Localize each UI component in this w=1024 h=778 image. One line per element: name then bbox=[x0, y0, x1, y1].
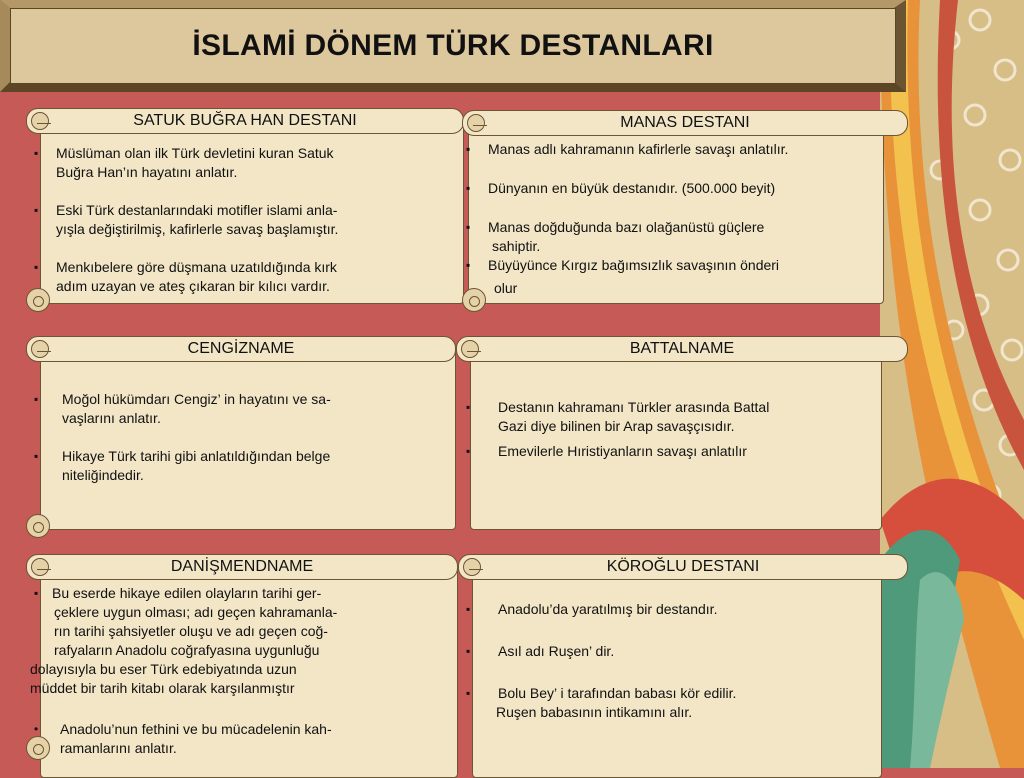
scroll-curl-icon bbox=[31, 340, 49, 358]
panel-cengizname bbox=[26, 336, 456, 540]
list-item bbox=[462, 179, 900, 198]
scroll-curl-icon bbox=[31, 558, 49, 576]
scroll-curl-icon bbox=[463, 558, 481, 576]
scroll-curl-icon bbox=[461, 340, 479, 358]
panel-heading: MANAS DESTANI bbox=[620, 114, 750, 131]
panel-satuk-bugra-han bbox=[26, 108, 464, 314]
bullet-icon: ▪ bbox=[34, 203, 39, 217]
bullet-icon: ▪ bbox=[466, 686, 471, 700]
list-item bbox=[462, 140, 900, 159]
list-item bbox=[30, 447, 448, 485]
item-line: Anadolu’da yaratılmış bir destandır. bbox=[498, 601, 718, 617]
panel-manas bbox=[462, 110, 908, 314]
panel-header bbox=[458, 554, 908, 580]
list-item bbox=[462, 398, 900, 436]
page-title: İSLAMİ DÖNEM TÜRK DESTANLARI bbox=[192, 29, 714, 62]
item-line: Manas doğduğunda bazı olağanüstü güçlere bbox=[488, 219, 765, 235]
bullet-icon: ▪ bbox=[34, 586, 39, 600]
bullet-icon: ▪ bbox=[466, 258, 471, 272]
bullet-icon: ▪ bbox=[466, 400, 471, 414]
panel-heading: CENGİZNAME bbox=[187, 340, 295, 357]
item-line: Moğol hükümdarı Cengiz’ in hayatını ve sa- bbox=[62, 391, 331, 407]
item-line: adım uzayan ve ateş çıkaran bir kılıcı vardır. bbox=[56, 278, 330, 294]
bullet-icon: ▪ bbox=[34, 260, 39, 274]
item-line: niteliğindedir. bbox=[62, 467, 144, 483]
list-item bbox=[462, 256, 900, 298]
item-line: ramanlarını anlatır. bbox=[60, 740, 177, 756]
list-item bbox=[462, 600, 900, 619]
panel-items bbox=[462, 600, 900, 722]
item-line: müddet bir tarih kitabı olarak karşılanmıştır bbox=[30, 680, 295, 696]
list-item bbox=[30, 584, 450, 660]
panel-items bbox=[30, 584, 450, 758]
list-item bbox=[30, 390, 448, 428]
item-line: rafyaların Anadolu coğrafyasına uygunluğu bbox=[54, 642, 320, 658]
panel-items bbox=[30, 390, 448, 485]
scroll-curl-icon bbox=[31, 112, 49, 130]
bullet-icon: ▪ bbox=[466, 444, 471, 458]
item-line: çeklere uygun olması; adı geçen kahramanla- bbox=[54, 604, 338, 620]
item-line: Müslüman olan ilk Türk devletini kuran Satuk bbox=[56, 145, 334, 161]
item-line: Hikaye Türk tarihi gibi anlatıldığından belge bbox=[62, 448, 331, 464]
panel-items bbox=[462, 140, 900, 298]
title-banner bbox=[0, 0, 906, 92]
bullet-icon: ▪ bbox=[466, 602, 471, 616]
item-line: Gazi diye bilinen bir Arap savaşçısıdır. bbox=[498, 418, 735, 434]
bullet-icon: ▪ bbox=[466, 220, 471, 234]
item-line: Anadolu’nun fethini ve bu mücadelenin kah- bbox=[60, 721, 332, 737]
item-line: Menkıbelere göre düşmana uzatıldığında kırk bbox=[56, 259, 337, 275]
item-line: Asıl adı Ruşen’ dir. bbox=[498, 643, 615, 659]
bullet-icon: ▪ bbox=[466, 142, 471, 156]
panel-header bbox=[26, 554, 458, 580]
panel-heading: BATTALNAME bbox=[629, 340, 735, 357]
item-line: Buğra Han’ın hayatını anlatır. bbox=[56, 164, 238, 180]
scroll-curl-icon bbox=[26, 514, 50, 538]
item-line: Emevilerle Hıristiyanların savaşı anlatılır bbox=[498, 443, 747, 459]
item-line: Bu eserde hikaye edilen olayların tarihi ger- bbox=[52, 585, 322, 601]
list-item bbox=[462, 642, 900, 661]
panel-heading: KÖROĞLU DESTANI bbox=[606, 558, 760, 575]
panel-heading: DANİŞMENDNAME bbox=[170, 558, 314, 575]
list-item bbox=[30, 144, 456, 182]
panel-header bbox=[462, 110, 908, 136]
item-line: Destanın kahramanı Türkler arasında Battal bbox=[498, 399, 770, 415]
panel-header bbox=[26, 108, 464, 134]
list-item bbox=[462, 684, 900, 703]
item-line: Eski Türk destanlarındaki motifler islami anla- bbox=[56, 202, 338, 218]
item-line: Bolu Bey’ i tarafından babası kör edilir. bbox=[498, 685, 737, 701]
panel-items bbox=[462, 398, 900, 461]
item-line: Manas adlı kahramanın kafirlerle savaşı anlatılır. bbox=[488, 141, 789, 157]
panel-items bbox=[30, 144, 456, 296]
item-line: Dünyanın en büyük destanıdır. (500.000 beyit) bbox=[488, 180, 776, 196]
item-line: Büyüyünce Kırgız bağımsızlık savaşının önderi bbox=[488, 257, 780, 273]
scroll-curl-icon bbox=[467, 114, 485, 132]
title-panel bbox=[10, 8, 896, 84]
panel-koroglu bbox=[458, 554, 908, 768]
bullet-icon: ▪ bbox=[34, 146, 39, 160]
panel-danismendname bbox=[26, 554, 458, 768]
item-line: olur bbox=[494, 280, 518, 296]
list-item bbox=[30, 258, 456, 296]
list-item bbox=[30, 201, 456, 239]
bullet-icon: ▪ bbox=[466, 644, 471, 658]
item-line: Ruşen babasının intikamını alır. bbox=[496, 704, 693, 720]
panel-header bbox=[456, 336, 908, 362]
panel-header bbox=[26, 336, 456, 362]
panel-heading: SATUK BUĞRA HAN DESTANI bbox=[133, 112, 357, 129]
bullet-icon: ▪ bbox=[34, 392, 39, 406]
item-line: dolayısıyla bu eser Türk edebiyatında uzun bbox=[30, 661, 297, 677]
list-item bbox=[462, 442, 900, 461]
panel-battalname bbox=[456, 336, 908, 540]
bullet-icon: ▪ bbox=[466, 181, 471, 195]
list-item bbox=[30, 720, 450, 758]
item-line: rın tarihi şahsiyetler oluşu ve adı geçen coğ- bbox=[54, 623, 328, 639]
bullet-icon: ▪ bbox=[34, 449, 39, 463]
bullet-icon: • bbox=[34, 722, 39, 736]
item-line: sahiptir. bbox=[492, 238, 541, 254]
list-item bbox=[462, 218, 900, 256]
item-line: vaşlarını anlatır. bbox=[62, 410, 161, 426]
item-line: yışla değiştirilmiş, kafirlerle savaş başlamıştır. bbox=[56, 221, 339, 237]
